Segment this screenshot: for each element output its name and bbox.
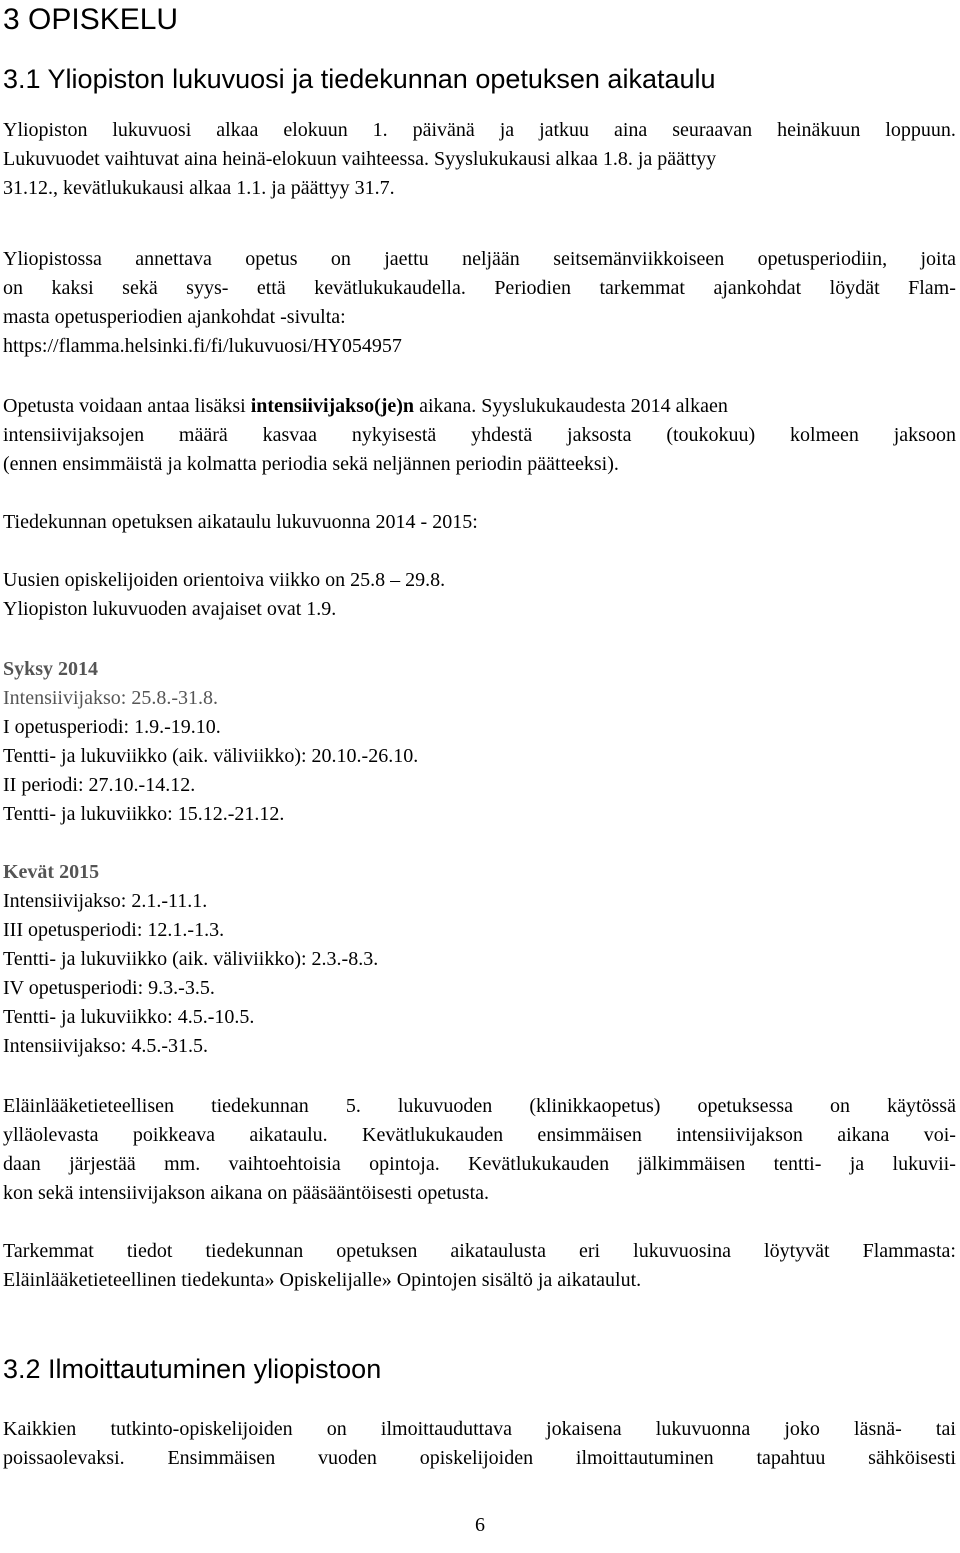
justified-line bbox=[3, 1237, 956, 1266]
word: daan bbox=[3, 1153, 41, 1175]
word: (klinikkaopetus) bbox=[529, 1095, 661, 1117]
text-line: masta opetusperiodien ajankohdat -sivulta: bbox=[3, 306, 346, 328]
word: Ensimmäisen bbox=[167, 1447, 276, 1469]
word: aikana bbox=[837, 1124, 890, 1146]
word: jälkimmäisen bbox=[637, 1153, 746, 1175]
word: Tarkemmat bbox=[3, 1240, 94, 1262]
word: sähköisesti bbox=[868, 1447, 956, 1469]
word: päivänä bbox=[412, 119, 475, 141]
word: tiedekunnan bbox=[211, 1095, 309, 1117]
flamma-path-text: Eläinlääketieteellinen tiedekunta» Opiskelijalle» Opintojen sisältö ja aikataulut. bbox=[3, 1269, 642, 1291]
word: ja bbox=[849, 1153, 865, 1175]
word: tarkemmat bbox=[599, 277, 685, 299]
word: Flammasta: bbox=[862, 1240, 956, 1262]
word: syys- bbox=[186, 277, 229, 299]
word: alkaa bbox=[216, 119, 259, 141]
word: jaksoon bbox=[893, 424, 956, 446]
word: on bbox=[3, 277, 23, 299]
word: eri bbox=[579, 1240, 601, 1262]
word: löydät bbox=[829, 277, 880, 299]
word: jatkuu bbox=[539, 119, 590, 141]
word: tutkinto-opiskelijoiden bbox=[110, 1418, 293, 1440]
justified-line bbox=[3, 1444, 956, 1473]
text-line: 31.12., kevätlukukausi alkaa 1.1. ja päättyy 31.7. bbox=[3, 177, 395, 199]
word: opiskelijoiden bbox=[419, 1447, 534, 1469]
word: mm. bbox=[164, 1153, 201, 1175]
word: (toukokuu) bbox=[666, 424, 756, 446]
intensive-period-term: intensiivijakso(je)n bbox=[250, 395, 415, 417]
text-segment: aikana. Syyslukukaudesta 2014 alkaen bbox=[414, 395, 728, 417]
autumn-title: Syksy 2014 bbox=[3, 658, 99, 680]
word: intensiivijakson bbox=[676, 1124, 803, 1146]
flamma-periods-link[interactable]: https://flamma.helsinki.fi/fi/lukuvuosi/HY054957 bbox=[3, 335, 402, 357]
schedule-item: Tentti- ja lukuviikko (aik. väliviikko): 2.3.-8.3. bbox=[3, 948, 379, 970]
word: sekä bbox=[122, 277, 158, 299]
word: että bbox=[256, 277, 286, 299]
word: voi- bbox=[923, 1124, 956, 1146]
paragraph-teaching-periods bbox=[3, 245, 956, 361]
word: poissaolevaksi. bbox=[3, 1447, 125, 1469]
justified-line bbox=[3, 1150, 956, 1179]
word: nykyisestä bbox=[351, 424, 437, 446]
word: ajankohdat bbox=[713, 277, 802, 299]
section-heading-3-2: 3.2 Ilmoittautuminen yliopistoon bbox=[3, 1354, 382, 1384]
word: ilmoittautuminen bbox=[575, 1447, 714, 1469]
word: loppuun. bbox=[885, 119, 956, 141]
text-line: Uusien opiskelijoiden orientoiva viikko on 25.8 – 29.8. bbox=[3, 569, 446, 591]
word: löytyvät bbox=[764, 1240, 830, 1262]
word: Eläinlääketieteellisen bbox=[3, 1095, 175, 1117]
word: käytössä bbox=[887, 1095, 956, 1117]
word: tentti- bbox=[773, 1153, 822, 1175]
word: kasvaa bbox=[262, 424, 318, 446]
word: Kevätlukukauden bbox=[362, 1124, 504, 1146]
word: seuraavan bbox=[672, 119, 753, 141]
orientation-block bbox=[3, 566, 956, 624]
justified-line bbox=[3, 116, 956, 145]
word: kaksi bbox=[51, 277, 94, 299]
word: Kaikkien bbox=[3, 1418, 77, 1440]
word: Periodien bbox=[494, 277, 571, 299]
justified-line bbox=[3, 1092, 956, 1121]
text-line: kon sekä intensiivijakson aikana on pääsääntöisesti opetusta. bbox=[3, 1182, 489, 1204]
paragraph-fifth-year bbox=[3, 1092, 956, 1208]
word: heinäkuun bbox=[777, 119, 861, 141]
section-heading-3-1: 3.1 Yliopiston lukuvuosi ja tiedekunnan opetuksen aikataulu bbox=[3, 64, 716, 94]
text-line: Lukuvuodet vaihtuvat aina heinä-elokuun vaihteessa. Syyslukukausi alkaa 1.8. ja päättyy bbox=[3, 148, 717, 170]
word: määrä bbox=[178, 424, 228, 446]
word: on bbox=[330, 248, 351, 270]
word: 5. bbox=[345, 1095, 361, 1117]
text-line bbox=[3, 392, 956, 421]
text-segment: Opetusta voidaan antaa lisäksi bbox=[3, 395, 251, 417]
schedule-item: Tentti- ja lukuviikko: 4.5.-10.5. bbox=[3, 1006, 255, 1028]
word: ja bbox=[499, 119, 515, 141]
paragraph-registration bbox=[3, 1415, 956, 1473]
word: joita bbox=[920, 248, 956, 270]
word: elokuun bbox=[283, 119, 348, 141]
schedule-title bbox=[3, 508, 956, 537]
word: aikataulusta bbox=[450, 1240, 546, 1262]
word: Kevätlukukauden bbox=[468, 1153, 610, 1175]
schedule-item: Intensiivijakso: 25.8.-31.8. bbox=[3, 687, 218, 709]
spring-schedule bbox=[3, 858, 956, 1061]
schedule-item: Tentti- ja lukuviikko: 15.12.-21.12. bbox=[3, 803, 285, 825]
spring-title: Kevät 2015 bbox=[3, 861, 100, 883]
word: lukuvii- bbox=[892, 1153, 956, 1175]
word: opetus bbox=[245, 248, 298, 270]
page-number: 6 bbox=[475, 1514, 485, 1536]
schedule-item: III opetusperiodi: 12.1.-1.3. bbox=[3, 919, 225, 941]
word: seitsemänviikkoiseen bbox=[553, 248, 725, 270]
justified-line bbox=[3, 274, 956, 303]
paragraph-more-info bbox=[3, 1237, 956, 1295]
word: aikataulu. bbox=[249, 1124, 328, 1146]
word: lukuvuosi bbox=[112, 119, 192, 141]
word: lukuvuoden bbox=[397, 1095, 493, 1117]
word: läsnä- bbox=[854, 1418, 902, 1440]
paragraph-intensive-periods bbox=[3, 392, 956, 479]
word: joko bbox=[784, 1418, 820, 1440]
word: lukuvuonna bbox=[655, 1418, 751, 1440]
word: kevätlukukaudella. bbox=[314, 277, 466, 299]
word: on bbox=[830, 1095, 851, 1117]
word: Flam- bbox=[908, 277, 956, 299]
word: kolmeen bbox=[790, 424, 859, 446]
justified-line bbox=[3, 1121, 956, 1150]
word: vaihtoehtoisia bbox=[228, 1153, 341, 1175]
paragraph-academic-year bbox=[3, 116, 956, 203]
word: opintoja. bbox=[369, 1153, 440, 1175]
word: ylläolevasta bbox=[3, 1124, 99, 1146]
word: 1. bbox=[372, 119, 388, 141]
word: opetuksessa bbox=[697, 1095, 794, 1117]
autumn-schedule bbox=[3, 655, 956, 829]
word: tiedot bbox=[126, 1240, 173, 1262]
word: poikkeava bbox=[132, 1124, 216, 1146]
word: aina bbox=[613, 119, 648, 141]
word: opetuksen bbox=[336, 1240, 418, 1262]
word: tiedekunnan bbox=[205, 1240, 304, 1262]
word: ilmoittauduttava bbox=[380, 1418, 512, 1440]
word: Yliopistossa bbox=[3, 248, 102, 270]
justified-line bbox=[3, 245, 956, 274]
text-line: Yliopiston lukuvuoden avajaiset ovat 1.9. bbox=[3, 598, 337, 620]
word: tapahtuu bbox=[756, 1447, 826, 1469]
schedule-item: Intensiivijakso: 4.5.-31.5. bbox=[3, 1035, 208, 1057]
word: järjestää bbox=[69, 1153, 136, 1175]
word: yhdestä bbox=[471, 424, 533, 446]
word: annettava bbox=[135, 248, 212, 270]
justified-line bbox=[3, 1415, 956, 1444]
main-heading: 3 OPISKELU bbox=[3, 3, 179, 36]
word: ensimmäisen bbox=[537, 1124, 642, 1146]
word: lukuvuosina bbox=[633, 1240, 731, 1262]
schedule-item: I opetusperiodi: 1.9.-19.10. bbox=[3, 716, 221, 738]
word: on bbox=[326, 1418, 347, 1440]
schedule-item: IV opetusperiodi: 9.3.-3.5. bbox=[3, 977, 215, 999]
justified-line bbox=[3, 421, 956, 450]
word: tai bbox=[935, 1418, 956, 1440]
word: jokaisena bbox=[546, 1418, 622, 1440]
word: jaksosta bbox=[567, 424, 632, 446]
schedule-item: II periodi: 27.10.-14.12. bbox=[3, 774, 196, 796]
text-line: (ennen ensimmäistä ja kolmatta periodia sekä neljännen periodin päätteeksi). bbox=[3, 453, 619, 475]
word: intensiivijaksojen bbox=[3, 424, 145, 446]
word: Yliopiston bbox=[3, 119, 88, 141]
schedule-item: Tentti- ja lukuviikko (aik. väliviikko): 20.10.-26.10. bbox=[3, 745, 419, 767]
text-line: Tiedekunnan opetuksen aikataulu lukuvuonna 2014 - 2015: bbox=[3, 511, 478, 533]
schedule-item: Intensiivijakso: 2.1.-11.1. bbox=[3, 890, 208, 912]
word: vuoden bbox=[318, 1447, 377, 1469]
word: jaettu bbox=[384, 248, 429, 270]
word: neljään bbox=[462, 248, 520, 270]
word: opetusperiodiin, bbox=[757, 248, 888, 270]
